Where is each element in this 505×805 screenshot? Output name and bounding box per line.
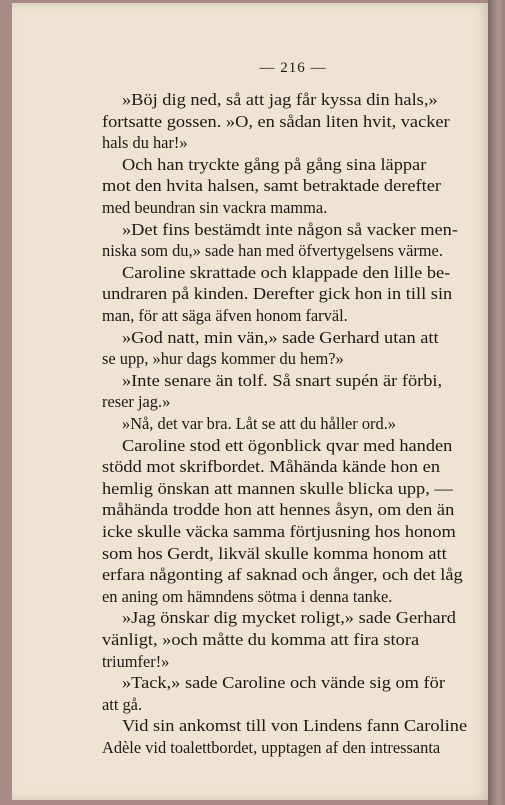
text-line: som hos Gerdt, likväl skulle komma honom att: [102, 543, 447, 563]
text-line: »Jag önskar dig mycket roligt,» sade Gerhard: [122, 608, 456, 628]
book-spine: [488, 0, 505, 805]
text-line: vänligt, »och måtte du komma att fira stora: [102, 630, 420, 649]
text-line: icke skulle väcka samma förtjusning hos honom: [102, 522, 456, 541]
text-line: hemlig önskan att mannen skulle blicka upp, —: [102, 478, 453, 498]
text-line: fortsatte gossen. »O, en sådan liten hvit, vacker: [102, 111, 450, 131]
text-line: »Nå, det var bra. Låt se att du håller ord.»: [122, 414, 396, 433]
text-line: Caroline stod ett ögonblick qvar med handen: [122, 435, 453, 455]
text-line: reser jag.»: [102, 392, 171, 412]
text-line: »God natt, min vän,» sade Gerhard utan att: [122, 327, 439, 347]
text-line: erfara någonting af saknad och ånger, och det låg: [102, 565, 463, 585]
text-line: »Tack,» sade Caroline och vände sig om för: [122, 673, 445, 693]
page-number: — 216 —: [259, 60, 327, 76]
text-line: att gå.: [102, 694, 143, 714]
text-line: undraren på kinden. Derefter gick hon in till sin: [102, 284, 453, 304]
text-line: stödd mot skrifbordet. Måhända kände hon en: [102, 457, 441, 477]
text-line: hals du har!»: [102, 133, 188, 153]
text-line: »Inte senare än tolf. Så snart supén är förbi,: [122, 370, 443, 390]
text-line: Och han tryckte gång på gång sina läppar: [122, 154, 427, 174]
text-line: Caroline skrattade och klappade den lille be-: [122, 262, 451, 282]
text-line: med beundran sin vackra mamma.: [102, 198, 328, 217]
text-line: niska som du,» sade han med öfvertygelsens värme.: [102, 241, 443, 261]
text-line: mot den hvita halsen, samt betraktade derefter: [102, 176, 441, 196]
text-line: Vid sin ankomst till von Lindens fann Caroline: [122, 716, 468, 736]
text-line: måhända trodde hon att hennes åsyn, om den än: [102, 500, 455, 520]
text-line: Adèle vid toalettbordet, upptagen af den intressanta: [102, 738, 441, 757]
text-line: man, för att säga äfven honom farväl.: [102, 306, 348, 325]
text-line: triumfer!»: [102, 651, 170, 671]
text-line: »Det fins bestämdt inte någon så vacker men-: [122, 219, 458, 239]
text-line: »Böj dig ned, så att jag får kyssa din hals,»: [122, 90, 438, 109]
text-line: se upp, »hur dags kommer du hem?»: [102, 349, 344, 369]
text-line: en aning om hämndens sötma i denna tanke.: [102, 586, 393, 606]
